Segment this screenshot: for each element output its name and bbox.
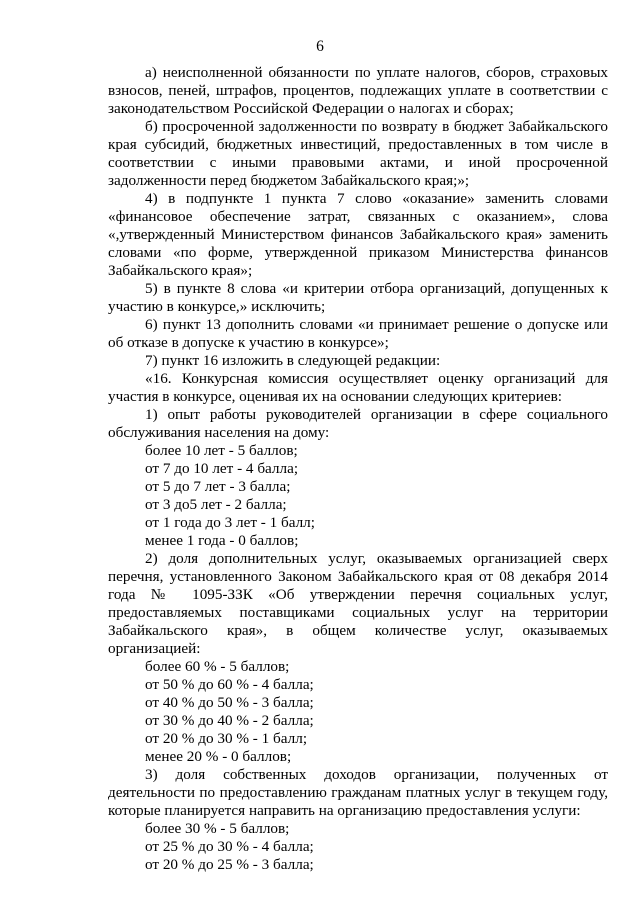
score-line: от 50 % до 60 % - 4 балла; xyxy=(145,676,314,693)
paragraph: 5) в пункте 8 слова «и критерии отбора организаций, допущенных к участию в конкурсе,» исключить; xyxy=(108,280,608,315)
score-line: менее 20 % - 0 баллов; xyxy=(145,748,292,765)
paragraph: «16. Конкурсная комиссия осуществляет оценку организаций для участия в конкурсе, оценивая их на основании следующих критериев: xyxy=(108,370,608,405)
paragraph: 6) пункт 13 дополнить словами «и принимает решение о допуске или об отказе в допуске к участию в конкурсе»; xyxy=(108,316,608,351)
score-line: менее 1 года - 0 баллов; xyxy=(145,532,299,549)
paragraph: 2) доля дополнительных услуг, оказываемых организацией сверх перечня, установленного Законом Забайкальского края от 08 декабря 2014 года № 1095-ЗЗК «Об утверждении перечня социальных услуг, предоставляемых поставщиками социальных услуг на территории Забайкальского края», в общем количестве услуг, оказываемых организацией: xyxy=(108,550,608,657)
paragraph: 7) пункт 16 изложить в следующей редакции: xyxy=(145,352,441,369)
score-line: от 25 % до 30 % - 4 балла; xyxy=(145,838,314,855)
score-line: более 10 лет - 5 баллов; xyxy=(145,442,298,459)
score-line: более 30 % - 5 баллов; xyxy=(145,820,290,837)
paragraph: 1) опыт работы руководителей организации в сфере социального обслуживания населения на дому: xyxy=(108,406,608,441)
score-line: от 7 до 10 лет - 4 балла; xyxy=(145,460,299,477)
score-line: от 20 % до 30 % - 1 балл; xyxy=(145,730,308,747)
score-line: от 3 до5 лет - 2 балла; xyxy=(145,496,287,513)
paragraph: б) просроченной задолженности по возврату в бюджет Забайкальского края субсидий, бюджетных инвестиций, предоставленных в том числе в соответствии с иными правовыми актами, и иной просроченной задолженности перед бюджетом Забайкальского края;»; xyxy=(108,118,608,189)
paragraph: а) неисполненной обязанности по уплате налогов, сборов, страховых взносов, пеней, штрафов, процентов, подлежащих уплате в соответствии с законодательством Российской Федерации о налогах и сборах; xyxy=(108,64,608,117)
document-body xyxy=(108,64,608,874)
paragraph: 4) в подпункте 1 пункта 7 слово «оказание» заменить словами «финансовое обеспечение затрат, связанных с оказанием», слова «,утвержденный Министерством финансов Забайкальского края» заменить словами «по форме, утвержденной приказом Министерства финансов Забайкальского края»; xyxy=(108,190,608,279)
paragraph: 3) доля собственных доходов организации, полученных от деятельности по предоставлению гражданам платных услуг в текущем году, которые планируется направить на организацию предоставления услуги: xyxy=(108,766,608,819)
score-line: от 30 % до 40 % - 2 балла; xyxy=(145,712,314,729)
score-line: от 5 до 7 лет - 3 балла; xyxy=(145,478,291,495)
score-line: от 20 % до 25 % - 3 балла; xyxy=(145,856,314,873)
page-number: 6 xyxy=(316,38,324,55)
score-line: более 60 % - 5 баллов; xyxy=(145,658,290,675)
score-line: от 1 года до 3 лет - 1 балл; xyxy=(145,514,315,531)
score-line: от 40 % до 50 % - 3 балла; xyxy=(145,694,314,711)
